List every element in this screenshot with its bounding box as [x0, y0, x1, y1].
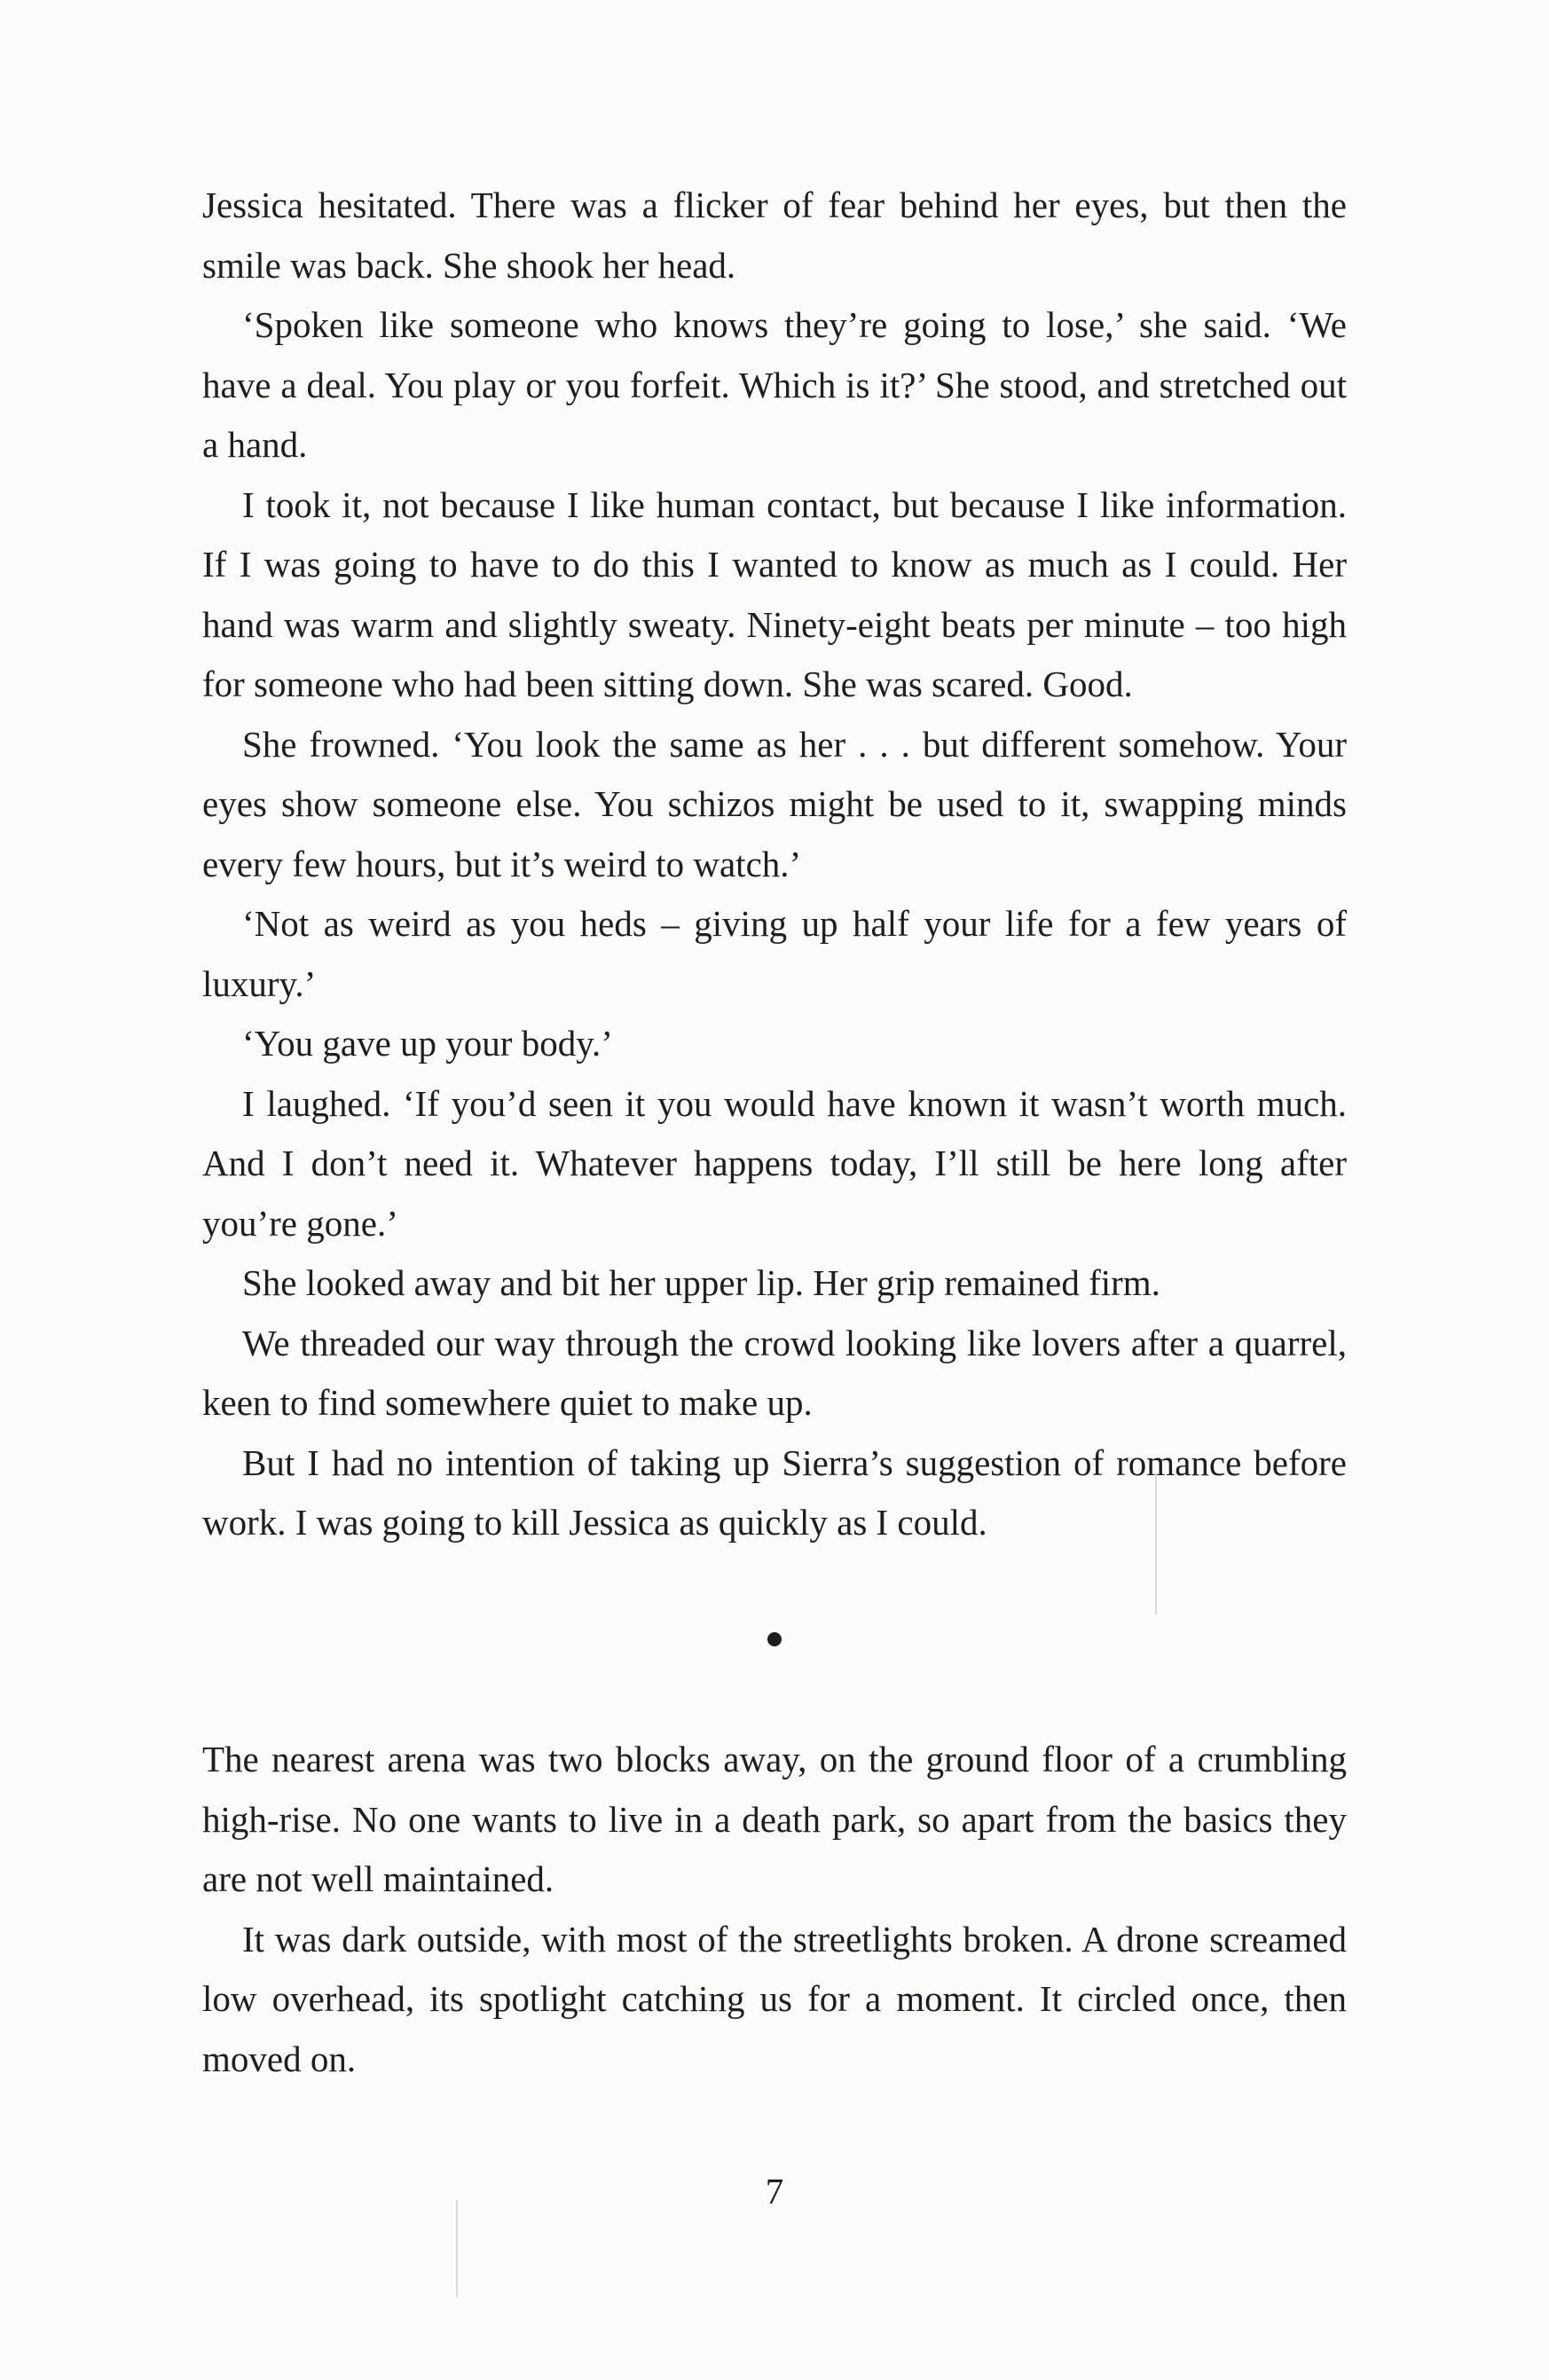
paragraph: ‘Not as weird as you heds – giving up half your life for a few years of luxury.’	[202, 903, 1347, 1004]
scan-artifact-line	[1155, 1473, 1157, 1614]
paragraph: It was dark outside, with most of the streetlights broken. A drone screamed low overhead, its spotlight catching us for a moment. It circled once, then moved on.	[202, 1918, 1347, 2079]
paragraph: I laughed. ‘If you’d seen it you would have known it wasn’t worth much. And I don’t need it. Whatever happens today, I’ll still be here long after you’re gone.’	[202, 1082, 1347, 1244]
page-number: 7	[765, 2171, 784, 2211]
paragraph: I took it, not because I like human contact, but because I like information. If I was going to have to do this I wanted to know as much as I could. Her hand was warm and slightly sweaty. Ninety-eight beats per minute – too high for someone who had been sitting down. She was scared. Good.	[202, 483, 1347, 704]
paragraph: We threaded our way through the crowd looking like lovers after a quarrel, keen to find somewhere quiet to make up.	[202, 1322, 1347, 1423]
paragraph: But I had no intention of taking up Sierra’s suggestion of romance before work. I was going to kill Jessica as quickly as I could.	[202, 1441, 1347, 1543]
section-break-dot	[767, 1632, 782, 1646]
paragraph: She frowned. ‘You look the same as her . . . but different somehow. Your eyes show someone else. You schizos might be used to it, swapping minds every few hours, but it’s weird to watch.’	[202, 723, 1347, 884]
paragraph: She looked away and bit her upper lip. Her grip remained firm.	[242, 1262, 1160, 1303]
paragraph: Jessica hesitated. There was a flicker of fear behind her eyes, but then the smile was back. She shook her head.	[202, 185, 1347, 286]
scan-artifact-line	[456, 2200, 458, 2298]
paragraph: ‘You gave up your body.’	[242, 1023, 613, 1064]
body-text-top	[202, 176, 1347, 1553]
paragraph: The nearest arena was two blocks away, on the ground floor of a crumbling high-rise. No one wants to live in a death park, so apart from the basics they are not well maintained.	[202, 1739, 1347, 1899]
body-text-bottom	[202, 1730, 1347, 2089]
paragraph: ‘Spoken like someone who knows they’re going to lose,’ she said. ‘We have a deal. You play or you forfeit. Which is it?’ She stood, and stretched out a hand.	[202, 304, 1347, 465]
